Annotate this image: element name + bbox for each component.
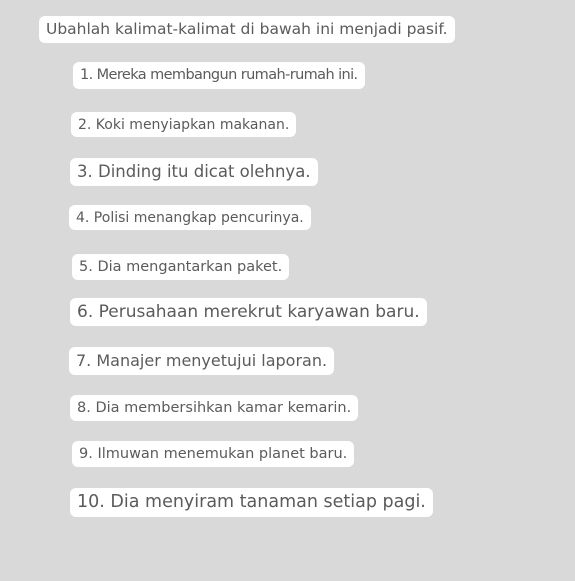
sentence-item-10: 10. Dia menyiram tanaman setiap pagi. (70, 488, 433, 517)
sentence-item-5: 5. Dia mengantarkan paket. (72, 254, 289, 280)
sentence-item-4: 4. Polisi menangkap pencurinya. (69, 205, 311, 230)
sentence-item-3: 3. Dinding itu dicat olehnya. (70, 158, 318, 186)
sentence-item-6: 6. Perusahaan merekrut karyawan baru. (70, 298, 427, 326)
sentence-item-7: 7. Manajer menyetujui laporan. (69, 347, 334, 375)
sentence-item-2: 2. Koki menyiapkan makanan. (71, 112, 296, 137)
sentence-item-8: 8. Dia membersihkan kamar kemarin. (70, 395, 358, 421)
sentence-item-9: 9. Ilmuwan menemukan planet baru. (72, 441, 354, 467)
sentence-item-1: 1. Mereka membangun rumah-rumah ini. (73, 62, 365, 89)
instruction-heading: Ubahlah kalimat-kalimat di bawah ini menjadi pasif. (39, 16, 455, 43)
